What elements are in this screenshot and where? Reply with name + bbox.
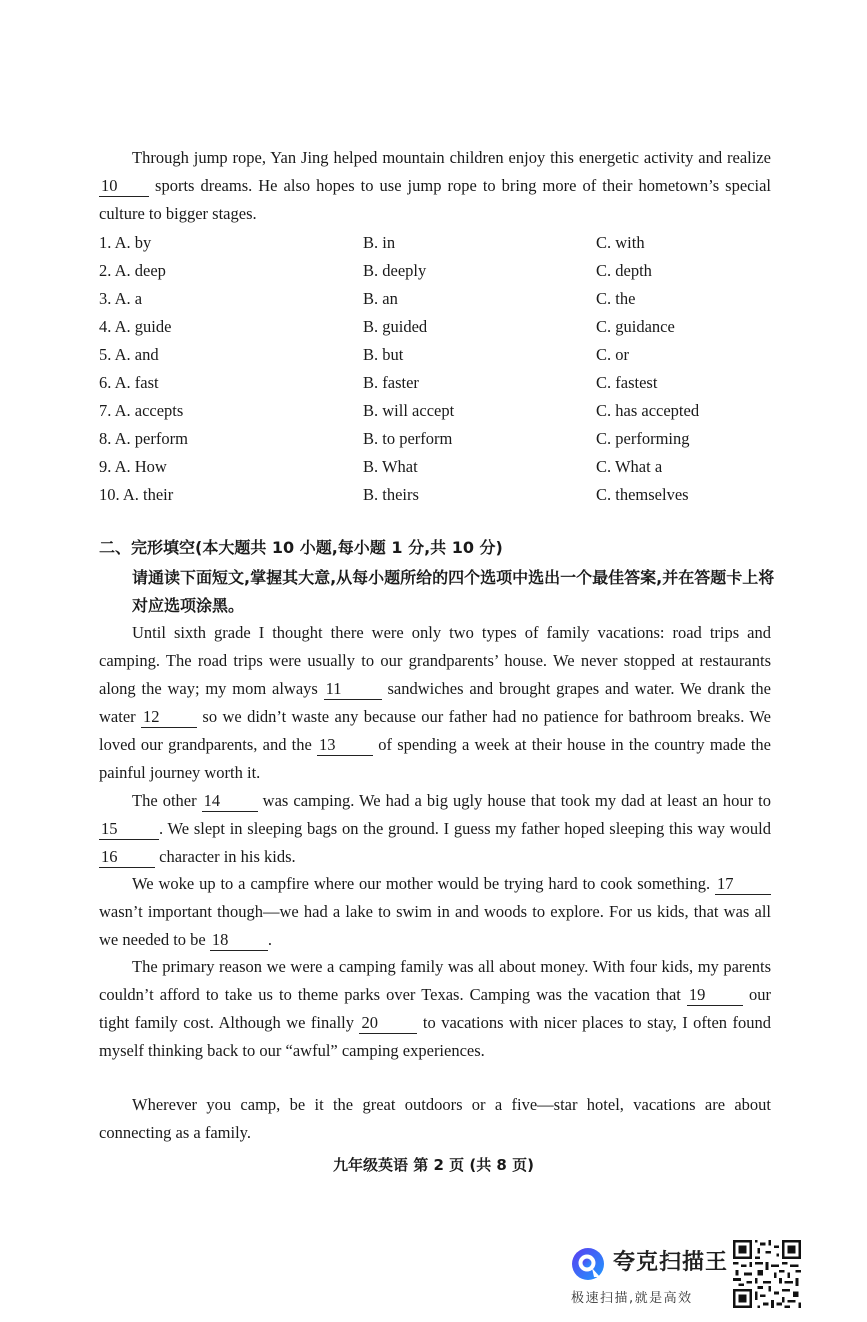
passage-text: character in his kids.	[155, 847, 296, 866]
qr-code-icon	[733, 1240, 801, 1308]
intro-text-1: Through jump rope, Yan Jing helped mountain children enjoy this energetic activity and realize	[132, 148, 771, 167]
passage-text: so we didn’t waste any because our father had no patience for bathroom breaks. We loved our grandparents, and the	[99, 707, 771, 754]
passage-paragraph-1	[99, 619, 771, 787]
blank-11: 11	[324, 679, 382, 700]
intro-paragraph	[99, 144, 771, 228]
option-c: C. guidance	[596, 317, 675, 336]
blank-13: 13	[317, 735, 373, 756]
option-row	[99, 453, 779, 481]
blank-10: 10	[99, 176, 149, 197]
passage-text: . We slept in sleeping bags on the ground. I guess my father hoped sleeping this way would	[159, 819, 771, 838]
option-row	[99, 341, 779, 369]
option-a: 5. A. and	[99, 345, 159, 364]
option-b: B. to perform	[363, 429, 453, 448]
option-a: 6. A. fast	[99, 373, 159, 392]
passage-text: was camping. We had a big ugly house that took my dad at least an hour to	[257, 791, 771, 810]
passage-text: The other	[132, 791, 202, 810]
blank-20: 20	[359, 1013, 417, 1034]
passage-text: to vacations with nicer places to stay, I often found myself thinking back to our “awful” camping experiences.	[99, 1013, 771, 1060]
blank-16: 16	[99, 847, 155, 868]
passage-text: of spending a week at their house in the country made the painful journey worth it.	[99, 735, 771, 782]
passage-text: .	[267, 930, 272, 949]
option-row	[99, 285, 779, 313]
option-row	[99, 313, 779, 341]
passage-text: our tight family cost. Although we finally	[99, 985, 771, 1032]
option-c: C. with	[596, 233, 645, 252]
blank-19: 19	[687, 985, 743, 1006]
option-a: 10. A. their	[99, 485, 174, 504]
passage-paragraph-2	[99, 787, 771, 871]
quark-logo-icon	[570, 1246, 606, 1282]
option-c: C. themselves	[596, 485, 689, 504]
option-c: C. has accepted	[596, 401, 700, 420]
blank-18: 18	[210, 930, 268, 951]
section-instruction: 请通读下面短文,掌握其大意,从每小题所给的四个选项中选出一个最佳答案,并在答题卡上将对应选项涂黑。	[132, 568, 775, 615]
option-c: C. fastest	[596, 373, 658, 392]
blank-14: 14	[202, 791, 258, 812]
option-b: B. faster	[363, 373, 419, 392]
option-b: B. will accept	[363, 401, 455, 420]
blank-12: 12	[141, 707, 197, 728]
option-c: C. performing	[596, 429, 690, 448]
passage-paragraph-3	[99, 870, 771, 954]
option-row	[99, 397, 779, 425]
passage-text: The primary reason we were a camping family was all about money. With four kids, my parents couldn’t afford to take us to theme parks over Texas. Camping was the vacation that	[99, 957, 771, 1004]
option-row	[99, 481, 779, 509]
passage-text: sandwiches and brought grapes and water. We drank the water	[99, 679, 771, 726]
passage-paragraph-5	[99, 1091, 771, 1147]
passage-text: wasn’t important though—we had a lake to swim in and woods to explore. For us kids, that was all we needed to be	[99, 902, 771, 949]
option-a: 1. A. by	[99, 233, 152, 252]
option-b: B. guided	[363, 317, 428, 336]
intro-text-2: sports dreams. He also hopes to use jump rope to bring more of their hometown’s special culture to bigger stages.	[99, 176, 771, 223]
option-c: C. or	[596, 345, 629, 364]
blank-17: 17	[715, 874, 771, 895]
watermark-tagline: 极速扫描,就是高效	[571, 1291, 693, 1306]
option-a: 3. A. a	[99, 289, 143, 308]
option-row	[99, 229, 779, 257]
option-c: C. What a	[596, 457, 663, 476]
option-row	[99, 257, 779, 285]
option-a: 4. A. guide	[99, 317, 172, 336]
option-b: B. deeply	[363, 261, 427, 280]
option-c: C. the	[596, 289, 636, 308]
option-a: 9. A. How	[99, 457, 167, 476]
option-c: C. depth	[596, 261, 652, 280]
option-a: 8. A. perform	[99, 429, 188, 448]
watermark-app-name: 夸克扫描王	[613, 1250, 729, 1275]
option-b: B. What	[363, 457, 418, 476]
options-list	[99, 229, 779, 509]
blank-15: 15	[99, 819, 159, 840]
section-heading: 二、完形填空(本大题共 10 小题,每小题 1 分,共 10 分)	[99, 538, 503, 557]
option-b: B. in	[363, 233, 396, 252]
option-row	[99, 425, 779, 453]
option-b: B. an	[363, 289, 398, 308]
passage-paragraph-4	[99, 953, 771, 1065]
passage-text: We woke up to a campfire where our mother would be trying hard to cook something.	[132, 874, 715, 893]
option-b: B. theirs	[363, 485, 419, 504]
passage-text: Wherever you camp, be it the great outdoors or a five—star hotel, vacations are about connecting as a family.	[99, 1095, 771, 1142]
option-row	[99, 369, 779, 397]
page-footer: 九年级英语 第 2 页 (共 8 页)	[333, 1156, 534, 1174]
option-b: B. but	[363, 345, 404, 364]
passage-text: Until sixth grade I thought there were only two types of family vacations: road trips and camping. The road trips were usually to our grandparents’ house. We never stopped at restaurants along the way; my mom always	[99, 623, 771, 698]
option-a: 7. A. accepts	[99, 401, 184, 420]
option-a: 2. A. deep	[99, 261, 166, 280]
